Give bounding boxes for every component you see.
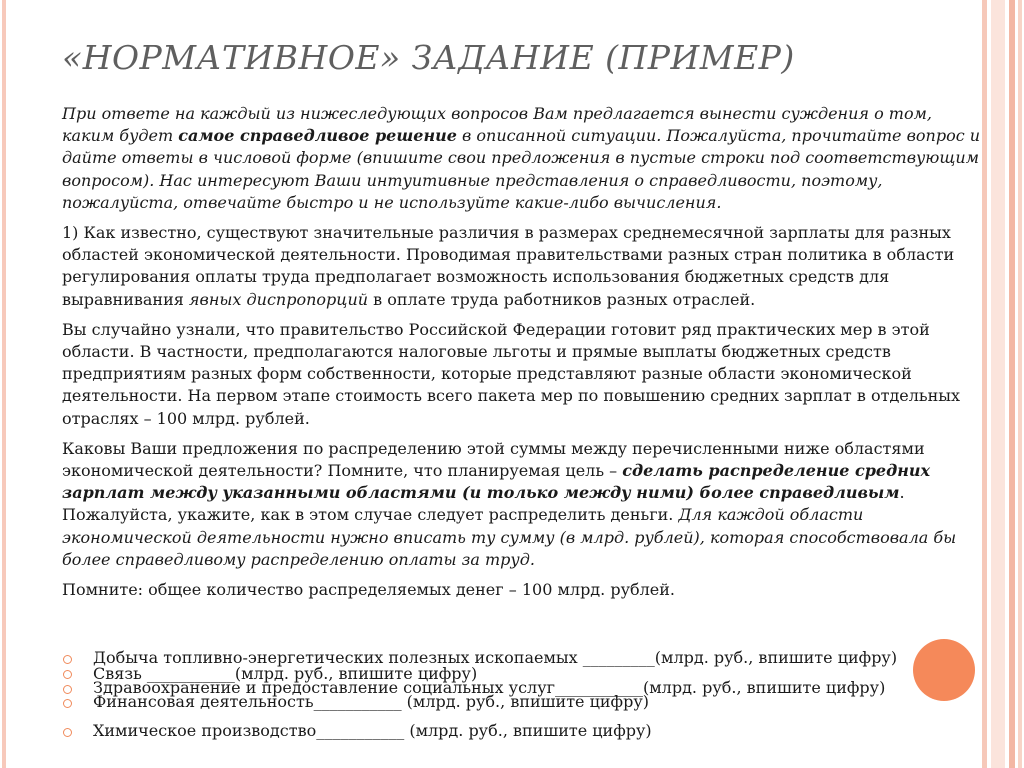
bullet-icon <box>63 655 72 664</box>
intro-text-end: в описанной ситуации. Пожалуйста, прочитайте вопрос и дайте ответы в числовой форме (впишите свои предложения в пустые строки под соответствующим вопросом). Нас интересуют Ваши интуитивные представления о справедливости, поэтому, пожалуйста, отвечайте быстро и не используйте какие-либо вычисления. <box>62 126 981 212</box>
decorative-circle <box>913 639 975 701</box>
list-item-text: Финансовая деятельность___________ (млрд. руб., впишите цифру) <box>93 692 649 711</box>
right-decorative-stripe <box>991 0 1005 768</box>
proposal-italic-text: Для каждой области экономической деятельности нужно вписать ту сумму (в млрд. рублей), которая способствовала бы более справедливому распределению оплаты за труд. <box>62 505 957 569</box>
list-item-text: Добыча топливно-энергетических полезных ископаемых _________(млрд. руб., впишите цифру) <box>93 648 898 667</box>
bullet-icon <box>63 670 72 679</box>
list-item-text: Химическое производство___________ (млрд. руб., впишите цифру) <box>93 721 652 740</box>
proposal-goal-text: сделать распределение средних зарплат между указанными областями (и только между ними) более справедливым <box>62 461 931 503</box>
question-1-text-end: в оплате труда работников разных отраслей. <box>368 289 756 309</box>
context-paragraph: Вы случайно узнали, что правительство Российской Федерации готовит ряд практических мер в этой области. В частности, предполагаются налоговые льготы и прямые выплаты бюджетных средств предприятиям разных форм собственности, которые представляют разные области экономической деятельности. На первом этапе стоимость всего пакета мер по повышению средних зарплат в отдельных отраслях – 100 млрд. рублей. <box>62 319 961 428</box>
right-decorative-stripe <box>1018 0 1022 768</box>
proposal-text: Каковы Ваши предложения по распределению этой суммы между перечисленными ниже областями экономической деятельности? Помните, что планируемая цель – <box>62 438 925 481</box>
left-decorative-stripe <box>2 0 6 768</box>
question-1-italic-text: явных диспропорций <box>188 289 369 309</box>
proposal-instruction-text: . Пожалуйста, укажите, как в этом случае следует распределить деньги. <box>62 483 905 525</box>
reminder-paragraph: Помните: общее количество распределяемых денег – 100 млрд. рублей. <box>62 580 675 600</box>
intro-bold-text: самое справедливое решение <box>178 126 457 146</box>
bullet-icon <box>63 728 72 737</box>
intro-text: При ответе на каждый из нижеследующих вопросов Вам предлагается вынести суждения о том, каким будет <box>62 104 932 146</box>
list-item-text: Здравоохранение и предоставление социальных услуг___________(млрд. руб., впишите цифру) <box>93 678 886 697</box>
slide-body <box>62 103 987 609</box>
intro-paragraph <box>62 103 987 214</box>
proposal-paragraph <box>62 438 987 571</box>
right-decorative-stripe <box>1009 0 1015 768</box>
bullet-icon <box>63 685 72 694</box>
question-1-text: 1) Как известно, существуют значительные различия в размерах среднемесячной зарплаты для разных областей экономической деятельности. Проводимая правительствами разных стран политика в области регулирования оплаты труда предполагает возможность использования бюджетных средств для выравнивания <box>62 223 955 309</box>
list-item-text: Связь ___________(млрд. руб., впишите цифру) <box>93 664 478 683</box>
bullet-icon <box>63 699 72 708</box>
question-1-paragraph <box>62 222 987 311</box>
slide-title: «НОРМАТИВНОЕ» ЗАДАНИЕ (ПРИМЕР) <box>62 38 795 77</box>
